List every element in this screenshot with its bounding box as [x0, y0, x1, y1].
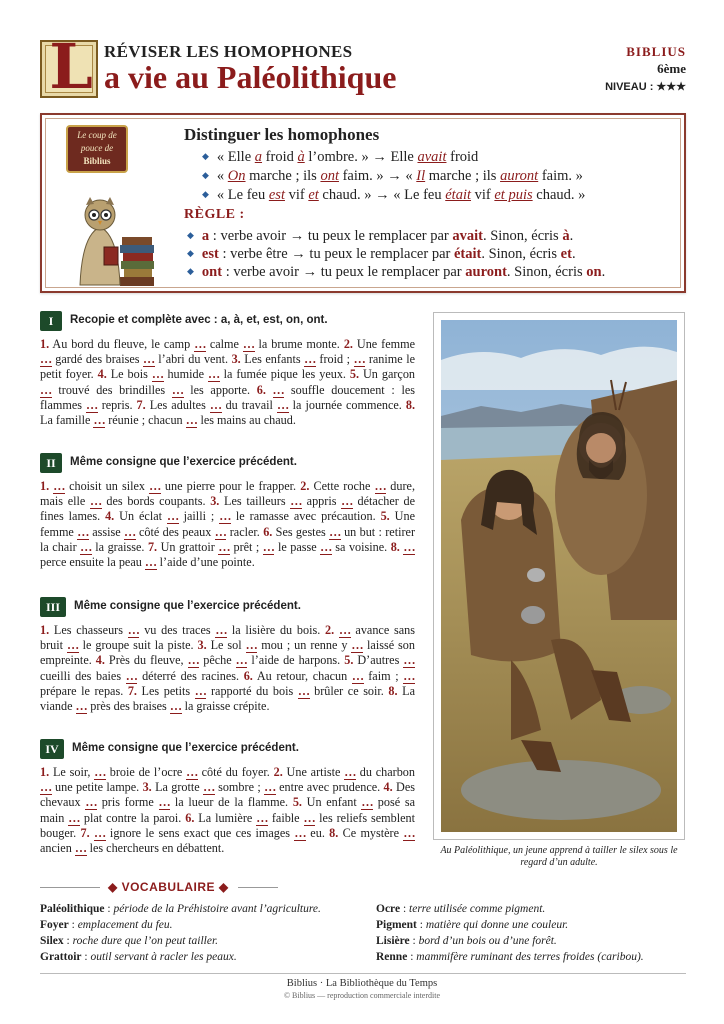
blank-gap: … [93, 825, 106, 840]
illustration-frame [433, 312, 685, 840]
blank-gap: … [94, 765, 106, 779]
blank-gap: … [68, 810, 80, 825]
sentence-number: 1. [40, 479, 50, 493]
exercise-4 [40, 739, 415, 856]
exercise-instruction: Même consigne que l’exercice précédent. [74, 600, 301, 612]
badge-line: pouce de [80, 143, 114, 153]
brand-name: BIBLIUS [626, 44, 686, 59]
blank-gap: … [303, 810, 316, 825]
blank-gap: … [272, 382, 285, 397]
rule-line: ◆ ont : verbe avoir → tu peux le remplacer par auront. Sinon, écris on. [187, 264, 606, 280]
page-header [40, 30, 686, 103]
exercise-1 [40, 311, 415, 428]
dropcap-illumination [40, 30, 98, 103]
blank-gap: … [297, 683, 310, 698]
blank-gap: … [125, 668, 138, 683]
sentence-number: 4. [105, 509, 115, 524]
blank-gap: … [351, 638, 364, 653]
blank-gap: … [143, 352, 155, 367]
homophone-example: ◆ « On marche ; ils ont faim. » → « Il marche ; ils auront faim. » [202, 168, 583, 184]
exercise-instruction: Même consigne que l’exercice précédent. [72, 742, 299, 754]
vocabulary-item: Silex : roche dure que l’on peut tailler. [40, 935, 219, 947]
paleolithic-scene-illustration [441, 320, 677, 832]
sentence-number: 3. [197, 638, 207, 653]
exercise-instruction: Même consigne que l’exercice précédent. [70, 456, 297, 468]
blank-gap: … [203, 780, 215, 795]
sentence-number: 2. [300, 479, 310, 493]
sentence-number: 6. [256, 382, 266, 397]
sentence-number: 1. [40, 337, 50, 351]
vocabulary-item: Grattoir : outil servant à racler les peaux. [40, 951, 237, 963]
blank-gap: … [40, 382, 52, 397]
blank-gap: … [86, 397, 98, 412]
blank-gap: … [351, 668, 364, 683]
blank-gap: … [215, 623, 228, 637]
blank-gap: … [209, 397, 222, 412]
sentence-number: 8. [405, 397, 416, 412]
sentence-number: 5. [292, 795, 302, 810]
blank-gap: … [85, 795, 97, 810]
sentence-number: 2. [343, 337, 353, 351]
blank-gap: … [158, 795, 171, 810]
sentence-number: 6. [185, 810, 195, 825]
sentence-number: 1. [40, 765, 50, 779]
blank-gap: … [320, 539, 332, 554]
blank-gap: … [344, 765, 356, 779]
blank-gap: … [403, 668, 415, 683]
blank-gap: … [151, 367, 164, 382]
sentence-number: 8. [329, 825, 339, 840]
blank-gap: … [276, 397, 289, 412]
sentence-number: 6. [243, 668, 253, 683]
blank-gap: … [361, 795, 374, 810]
vocabulary-item: Foyer : emplacement du feu. [40, 919, 173, 931]
level-label: NIVEAU : ★★★ [605, 81, 686, 93]
sentence-number: 7. [80, 825, 90, 840]
blank-gap: … [329, 524, 341, 539]
vocabulary-title: ◆ VOCABULAIRE ◆ [108, 880, 229, 894]
owl-scholar-illustration [60, 175, 160, 290]
blank-gap: … [294, 825, 307, 840]
rule-label: RÈGLE : [184, 207, 245, 222]
vocabulary-header [40, 880, 686, 894]
footer-divider [40, 973, 686, 974]
blank-gap: … [75, 699, 88, 714]
sentence-number: 4. [383, 780, 393, 795]
illustration-caption: Au Paléolithique, un jeune apprend à tailler le silex sous le regard d’un adulte. [440, 845, 678, 868]
sentence-number: 8. [390, 539, 400, 554]
exercise-text: 1. Le soir, … broie de l’ocre … côté du foyer. 2. Une artiste … du charbon … une petite lampe. 3. La grotte … sombre ; … entre avec prudence. 4. Des chevaux … pris forme … la lueur de la flamme. 5. Un enfant … posé sa main … plat contre la paroi. 6. La lumière … faible … les reliefs semblent bouger. 7. … ignore le sens exact que ces images … eu. 8. Ce mystère … ancien … les chercheurs en débattent. [40, 765, 416, 856]
page-title: a vie au Paléolithique [104, 59, 397, 95]
page-supertitle: RÉVISER LES HOMOPHONES [104, 42, 353, 61]
blank-gap: … [194, 683, 207, 698]
exercise-text: 1. Les chasseurs … vu des traces … la lisière du bois. 2. … avance sans bruit … le groupe suit la piste. 3. Le sol … mou ; un renne y … laissé son empreinte. 4. Près du fleuve, … pêche … l’aide de harpons. 5. D’autres … cueilli des baies … déterré des racines. 6. Au retour, chacun … faim ; … prépare le repas. 7. Les petits … rapporté du bois … brûler ce soir. 8. La viande … près des braises … la graisse crépite. [40, 623, 415, 714]
sentence-number: 7. [147, 539, 158, 554]
exercise-number: IV [40, 739, 64, 759]
blank-gap: … [186, 765, 198, 779]
vocabulary-item: Paléolithique : période de la Préhistoire avant l’agriculture. [40, 903, 321, 915]
blank-gap: … [77, 524, 89, 539]
blank-gap: … [74, 841, 87, 856]
vocabulary-item: Renne : mammifère ruminant des terres froides (caribou). [376, 951, 644, 963]
sentence-number: 7. [136, 397, 146, 412]
blank-gap: … [169, 699, 182, 714]
vocabulary-item: Ocre : terre utilisée comme pigment. [376, 903, 546, 915]
blank-gap: … [40, 780, 52, 795]
exercise-number: I [40, 311, 62, 331]
sentence-number: 2. [273, 765, 283, 779]
exercise-text: 1. Au bord du fleuve, le camp … calme … la brume monte. 2. Une femme … gardé des braises … l’abri du vent. 3. Les enfants … froid ; … ranime le petit foyer. 4. Le bois … humide … la fumée pique les yeux. 5. Un garçon … trouvé des brindilles … les apporte. 6. … souffle doucement : les flammes … repris. 7. Les adultes … du travail … la journée commence. 8. La famille … réunie ; chacun … les mains au chaud. [40, 337, 416, 428]
blank-gap: … [290, 494, 302, 509]
blank-gap: … [262, 539, 275, 554]
blank-gap: … [264, 780, 276, 795]
blank-gap: … [90, 494, 102, 509]
sentence-number: 5. [380, 509, 390, 524]
sentence-number: 2. [325, 623, 335, 637]
grade-label: 6ème [657, 61, 686, 76]
blank-gap: … [124, 524, 136, 539]
badge-line: Le coup de [77, 130, 117, 140]
sentence-number: 4. [97, 367, 107, 382]
blank-gap: … [245, 638, 258, 653]
vocabulary-item: Lisière : bord d’un bois ou d’une forêt. [376, 935, 557, 947]
blank-gap: … [93, 413, 106, 428]
blank-gap: … [214, 524, 227, 539]
blank-gap: … [40, 352, 52, 367]
blank-gap: … [80, 539, 92, 554]
blank-gap: … [235, 653, 248, 668]
sentence-number: 7. [127, 683, 137, 698]
blank-gap: … [403, 539, 415, 554]
blank-gap: … [304, 352, 316, 367]
exercise-2 [40, 453, 415, 570]
sentence-number: 1. [40, 623, 50, 637]
blank-gap: … [341, 494, 353, 509]
badge-line: Biblius [83, 156, 111, 166]
sentence-number: 3. [231, 352, 241, 367]
homophone-example: ◆ « Le feu est vif et chaud. » → « Le feu était vif et puis chaud. » [202, 187, 586, 203]
blank-gap: … [53, 479, 65, 493]
blank-gap: … [171, 382, 184, 397]
sentence-number: 4. [95, 653, 105, 668]
blank-gap: … [207, 367, 220, 382]
exercise-number: III [40, 597, 66, 617]
blank-gap: … [403, 825, 416, 840]
exercise-text: 1. … choisit un silex … une pierre pour le frapper. 2. Cette roche … dure, mais elle … des bords coupants. 3. Les tailleurs … appris … détacher de fines lames. 4. Un éclat … jailli ; … le ramasse avec précaution. 5. Une femme … assise … côté des peaux … racler. 6. Ses gestes … un but : retirer la chair … la graisse. 7. Un grattoir … prêt ; … le passe … sa voisine. 8. … perce ensuite la peau … l’aide d’une pointe. [40, 479, 416, 570]
sentence-number: 5. [344, 653, 354, 668]
blank-gap: … [127, 623, 140, 637]
rule-box [40, 113, 686, 293]
exercise-3 [40, 597, 415, 714]
sentence-number: 5. [349, 367, 360, 382]
blank-gap: … [218, 539, 230, 554]
blank-gap: … [166, 509, 179, 524]
blank-gap: … [219, 509, 231, 524]
blank-gap: … [256, 810, 268, 825]
sentence-number: 6. [263, 524, 273, 539]
blank-gap: … [353, 352, 366, 367]
homophone-example: ◆ « Elle a froid à l’ombre. » → Elle avait froid [202, 149, 479, 165]
blank-gap: … [144, 555, 157, 570]
blank-gap: … [194, 337, 206, 351]
blank-gap: … [403, 653, 415, 668]
exercise-number: II [40, 453, 62, 473]
rulebox-title: Distinguer les homophones [184, 125, 380, 144]
sentence-number: 3. [142, 780, 152, 795]
sentence-number: 3. [210, 494, 220, 509]
blank-gap: … [242, 337, 255, 351]
blank-gap: … [187, 653, 200, 668]
blank-gap: … [66, 638, 79, 653]
blank-gap: … [374, 479, 387, 493]
vocabulary-item: Pigment : matière qui donne une couleur. [376, 919, 569, 931]
footer-text: Biblius · La Bibliothèque du Temps [286, 978, 438, 989]
blank-gap: … [149, 479, 161, 493]
rule-line: ◆ a : verbe avoir → tu peux le remplacer par avait. Sinon, écris à. [187, 228, 574, 244]
blank-gap: … [338, 623, 351, 637]
rule-line: ◆ est : verbe être → tu peux le remplacer par était. Sinon, écris et. [187, 246, 576, 262]
blank-gap: … [185, 413, 198, 428]
helper-badge [66, 125, 128, 173]
dropcap-letter: L [49, 30, 93, 103]
sentence-number: 8. [388, 683, 398, 698]
exercise-instruction: Recopie et complète avec : a, à, et, est, on, ont. [70, 314, 328, 326]
footer-copyright: © Biblius — reproduction commerciale interdite [283, 991, 441, 1000]
